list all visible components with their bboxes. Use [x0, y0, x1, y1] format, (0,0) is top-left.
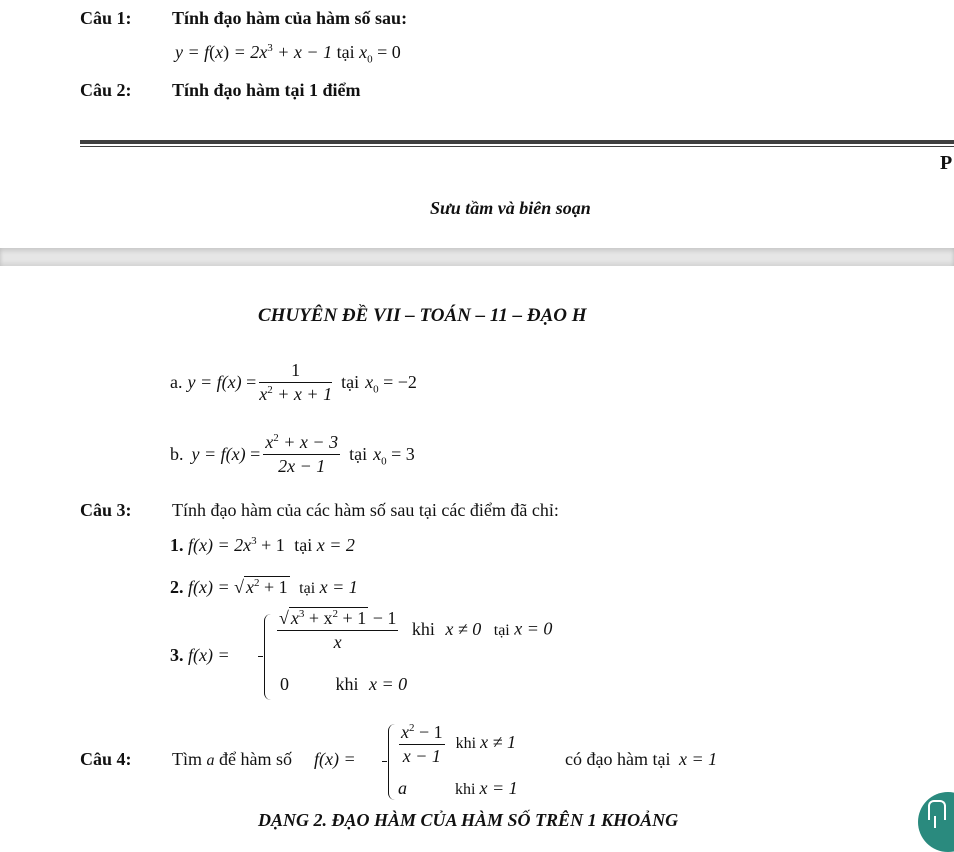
q4-fraction: $\frac{x^2 - 1}{x - 1}$ [401, 722, 443, 766]
page-subtitle: Sưu tầm và biên soạn [430, 198, 591, 218]
q4-brace-tip [382, 761, 387, 762]
q1-label: Câu 1: [80, 8, 132, 28]
header-rule-thin [80, 146, 954, 147]
q3-item-2-sqrt: √ $x^2 + 1$ [234, 577, 288, 597]
q3-item-3-case-1: $\frac{√ x^3 + x^2 + 1 - 1}{x}$ khi x ≠ 0 tại x = 0 [279, 608, 553, 652]
section-title: DẠNG 2. ĐẠO HÀM CỦA HÀM SỐ TRÊN 1 KHOẢNG [258, 810, 679, 830]
q2-label: Câu 2: [80, 80, 132, 100]
part-b-fraction: $\frac{x^2 + x - 3}{2x - 1}$ [265, 431, 339, 476]
q3-item-3-case-2: 0 khi x = 0 [280, 674, 408, 694]
part-a-fraction: $\frac{1}{x^2 + x + 1}$ [259, 359, 333, 404]
q1-formula: $y = f(x) = 2x^3 + x - 1$ tại $x_0 = 0$ [175, 42, 401, 66]
part-b: b. y = f(x) = $\frac{x^2 + x - 3}{2x - 1}$ tại $x_0 = 3$ [170, 431, 415, 476]
book-badge-bar [934, 816, 936, 828]
page-separator [0, 248, 954, 266]
q4-text-lead: Tìm a để hàm số [172, 749, 292, 769]
book-badge-glyph [928, 800, 946, 820]
q4-case-2: a khi x = 1 [398, 778, 518, 798]
q4-function: f(x) = [314, 749, 356, 769]
q3-label: Câu 3: [80, 500, 132, 520]
q3-item-1: 1. $f(x) = 2x^3 + 1$ tại x = 2 [170, 535, 355, 555]
chapter-title: CHUYÊN ĐỀ VII – TOÁN – 11 – ĐẠO H [258, 305, 587, 326]
q3-item-3-brace [264, 614, 273, 700]
header-letter: P [940, 152, 953, 174]
q3-item-3-brace-tip [258, 656, 263, 657]
q3-text: Tính đạo hàm của các hàm số sau tại các điểm đã chỉ: [172, 500, 559, 520]
q4-text-tail: có đạo hàm tại x = 1 [565, 749, 718, 769]
q1-heading: Tính đạo hàm của hàm số sau: [172, 8, 408, 28]
part-a: a. y = f(x) = $\frac{1}{x^2 + x + 1}$ tại $x_0 = -2$ [170, 359, 417, 404]
q4-label: Câu 4: [80, 749, 132, 769]
header-rule-thick [80, 140, 954, 144]
q4-case-1: $\frac{x^2 - 1}{x - 1}$ khi x ≠ 1 [401, 722, 516, 766]
q3-item-3-number: 3. f(x) = [170, 645, 230, 665]
q2-heading: Tính đạo hàm tại 1 điểm [172, 80, 361, 100]
q3-item-2: 2. f(x) = √ $x^2 + 1$ tại x = 1 [170, 577, 358, 597]
q3-item-3-fraction: $\frac{√ x^3 + x^2 + 1 - 1}{x}$ [279, 608, 397, 652]
